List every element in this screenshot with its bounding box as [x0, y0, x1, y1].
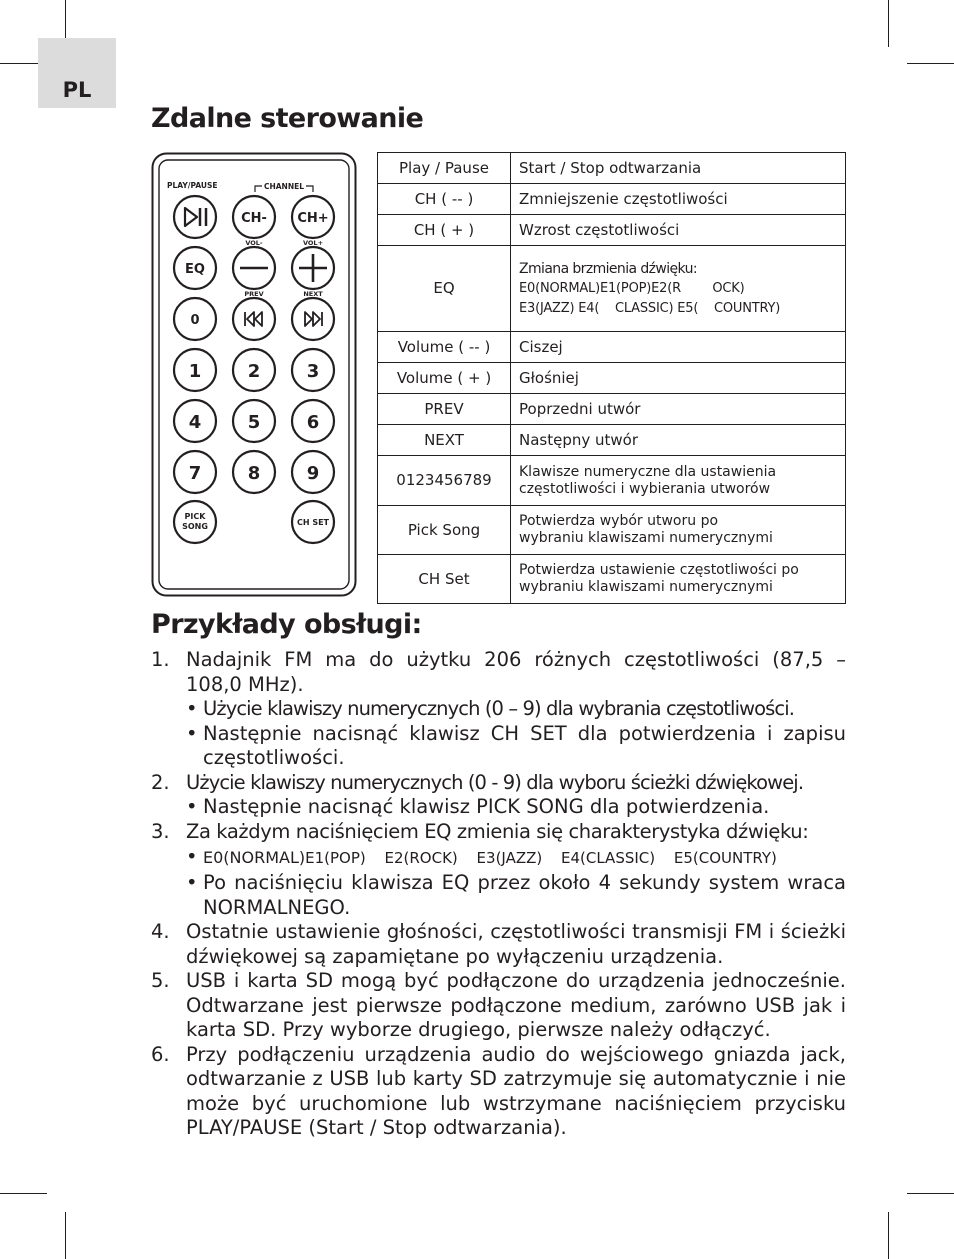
sub-list-item	[186, 697, 846, 722]
prev-track-button[interactable]	[233, 298, 275, 340]
desc-cell: Zmniejszenie częstotliwości	[511, 184, 846, 215]
eq-button[interactable]	[174, 247, 216, 289]
digit-label: 7	[188, 463, 202, 484]
step-text: USB i karta SD mogą być podłączone do urządzenia jednocześnie. Odtwarzane jest pierwsze podłączone medium, zarówno USB jak i karta SD. Przy wyborze drugiego, pierwsze należy odłączyć.	[186, 969, 846, 1041]
key-cell: Play / Pause	[378, 153, 511, 184]
crop-mark	[0, 1193, 47, 1194]
desc-line: wybraniu klawiszami numerycznymi	[519, 530, 773, 546]
list-item	[151, 820, 846, 921]
vol-minus-caption: VOL-	[245, 239, 263, 247]
skip-forward-icon	[305, 312, 322, 326]
key-cell: 0123456789	[378, 456, 511, 506]
play-pause-caption: PLAY/PAUSE	[167, 181, 218, 190]
list-item	[151, 1043, 846, 1141]
key-cell: CH ( + )	[378, 215, 511, 246]
digit-label: 6	[306, 412, 320, 433]
digit-9-button[interactable]	[292, 451, 334, 493]
function-table	[377, 152, 846, 604]
desc-cell	[511, 456, 846, 506]
examples-heading: Przykłady obsługi:	[151, 609, 422, 640]
ch-minus-label: CH-	[241, 211, 267, 226]
volume-up-button[interactable]	[292, 247, 334, 289]
sub-list	[186, 795, 846, 820]
crop-mark	[65, 1212, 66, 1259]
key-cell: Volume ( -- )	[378, 332, 511, 363]
bullet: •	[186, 871, 198, 894]
key-cell: CH ( -- )	[378, 184, 511, 215]
table-row	[378, 184, 846, 215]
crop-mark	[907, 63, 954, 64]
list-item	[151, 969, 846, 1043]
bullet: •	[186, 845, 198, 868]
desc-line: E3(JAZZ) E4( CLASSIC) E5( COUNTRY)	[519, 300, 781, 316]
step-number: 4.	[151, 920, 170, 943]
digit-7-button[interactable]	[174, 451, 216, 493]
step-number: 6.	[151, 1042, 170, 1066]
digit-2-button[interactable]	[233, 349, 275, 391]
sub-list	[186, 697, 846, 771]
table-row	[378, 332, 846, 363]
ch-set-button[interactable]	[292, 501, 334, 543]
table-row	[378, 246, 846, 332]
step-number: 2.	[151, 770, 170, 794]
table-row	[378, 506, 846, 555]
table-row	[378, 555, 846, 604]
desc-line: wybraniu klawiszami numerycznymi	[519, 579, 773, 595]
sub-list	[186, 844, 846, 920]
table-row	[378, 456, 846, 506]
ch-minus-button[interactable]	[233, 196, 275, 238]
desc-line: częstotliwości i wybierania utworów	[519, 480, 771, 497]
desc-cell: Poprzedni utwór	[511, 394, 846, 425]
step-number: 3.	[151, 819, 170, 843]
language-tab	[38, 38, 116, 108]
bullet-text: Użycie klawiszy numerycznych (0 – 9) dla wybrania częstotliwości.	[203, 697, 795, 720]
step-text: Ostatnie ustawienie głośności, częstotliwości transmisji FM i ścieżki dźwiękowej są zapamiętane po wyłączeniu urządzenia.	[186, 920, 846, 968]
table-row	[378, 425, 846, 456]
desc-cell: Start / Stop odtwarzania	[511, 153, 846, 184]
list-item	[151, 920, 846, 969]
play-pause-button[interactable]	[174, 196, 216, 238]
crop-mark	[888, 1212, 889, 1259]
step-text: Przy podłączeniu urządzenia audio do wejściowego gniazda jack, odtwarzanie z USB lub karty SD zatrzymuje się automatycznie i nie może być uruchomione lub wstrzymane naciśnięciem przycisku PLAY/PAUSE (Start / Stop odtwarzania).	[186, 1042, 846, 1139]
step-number: 1.	[151, 648, 170, 671]
digit-0-button[interactable]	[174, 298, 216, 340]
remote-control-illustration	[151, 152, 357, 597]
digit-3-button[interactable]	[292, 349, 334, 391]
ch-plus-button[interactable]	[292, 196, 334, 238]
bullet: •	[186, 697, 198, 720]
desc-cell	[511, 506, 846, 555]
ch-set-label: CH SET	[296, 518, 330, 527]
eq-label: EQ	[185, 262, 205, 277]
key-cell: Volume ( + )	[378, 363, 511, 394]
list-item	[151, 648, 846, 771]
pause-icon	[200, 208, 206, 226]
desc-line: Potwierdza wybór utworu po	[519, 513, 719, 529]
desc-line: Potwierdza ustawienie częstotliwości po	[519, 562, 799, 578]
desc-cell	[511, 246, 846, 332]
step-text: Użycie klawiszy numerycznych (0 - 9) dla wyboru ścieżki dźwiękowej.	[186, 770, 804, 794]
volume-down-button[interactable]	[233, 247, 275, 289]
sub-list-item	[186, 722, 846, 771]
crop-mark	[907, 1193, 954, 1194]
key-cell: NEXT	[378, 425, 511, 456]
next-caption: NEXT	[303, 290, 323, 298]
table-row	[378, 394, 846, 425]
key-cell: PREV	[378, 394, 511, 425]
eq-prefix: E0(NORMAL)	[203, 848, 306, 867]
pick-song-button[interactable]	[174, 501, 216, 543]
channel-caption: CHANNEL	[263, 182, 305, 191]
digit-1-button[interactable]	[174, 349, 216, 391]
digit-label: 0	[190, 313, 200, 328]
digit-label: 4	[188, 412, 202, 433]
step-text: Za każdym naciśnięciem EQ zmienia się charakterystyka dźwięku:	[186, 819, 809, 843]
bullet: •	[186, 721, 198, 745]
digit-label: 1	[188, 361, 202, 382]
key-cell: EQ	[378, 246, 511, 332]
digit-6-button[interactable]	[292, 400, 334, 442]
key-cell: CH Set	[378, 555, 511, 604]
digit-label: 5	[247, 412, 261, 433]
sub-list-item	[186, 795, 846, 820]
prev-caption: PREV	[244, 290, 264, 298]
sub-list-item	[186, 844, 846, 871]
desc-cell: Ciszej	[511, 332, 846, 363]
table-row	[378, 215, 846, 246]
play-icon	[185, 208, 197, 226]
crop-mark	[888, 0, 889, 47]
step-text: Nadajnik FM ma do użytku 206 różnych częstotliwości (87,5 – 108,0 MHz).	[186, 648, 846, 696]
list-item	[151, 771, 846, 820]
digit-label: 3	[306, 361, 320, 382]
remote-heading: Zdalne sterowanie	[151, 103, 424, 134]
desc-line: E0(NORMAL)E1(POP)E2(R OCK)	[519, 280, 745, 296]
digit-label: 8	[247, 463, 261, 484]
sub-list-item	[186, 871, 846, 920]
desc-cell: Głośniej	[511, 363, 846, 394]
digit-5-button[interactable]	[233, 400, 275, 442]
digit-label: 2	[247, 361, 261, 382]
song-label: SONG	[182, 522, 208, 531]
key-cell: Pick Song	[378, 506, 511, 555]
usage-steps-list	[151, 648, 846, 1141]
vol-plus-caption: VOL+	[302, 239, 324, 247]
plus-icon	[299, 254, 327, 282]
bullet-text: Następnie nacisnąć klawisz CH SET dla potwierdzenia i zapisu częstotliwości.	[203, 721, 846, 769]
desc-cell: Wzrost częstotliwości	[511, 215, 846, 246]
table-row	[378, 363, 846, 394]
desc-line: Zmiana brzmienia dźwięku:	[519, 260, 697, 277]
bullet: •	[186, 795, 198, 818]
ch-plus-label: CH+	[297, 211, 329, 226]
digit-4-button[interactable]	[174, 400, 216, 442]
bullet-text: Po naciśnięciu klawisza EQ przez około 4 sekundy system wraca NORMALNEGO.	[203, 871, 846, 919]
bullet-text: Następnie nacisnąć klawisz PICK SONG dla potwierdzenia.	[203, 795, 770, 818]
desc-cell	[511, 555, 846, 604]
step-number: 5.	[151, 969, 170, 992]
next-track-button[interactable]	[292, 298, 334, 340]
digit-8-button[interactable]	[233, 451, 275, 493]
eq-modes: E1(POP) E2(ROCK) E3(JAZZ) E4(CLASSIC) E5(COUNTRY)	[305, 849, 777, 867]
desc-cell: Następny utwór	[511, 425, 846, 456]
digit-label: 9	[306, 463, 320, 484]
language-label: PL	[62, 78, 92, 102]
pick-label: PICK	[184, 512, 206, 521]
table-row	[378, 153, 846, 184]
skip-back-icon	[245, 312, 262, 326]
desc-line: Klawisze numeryczne dla ustawienia	[519, 463, 777, 480]
